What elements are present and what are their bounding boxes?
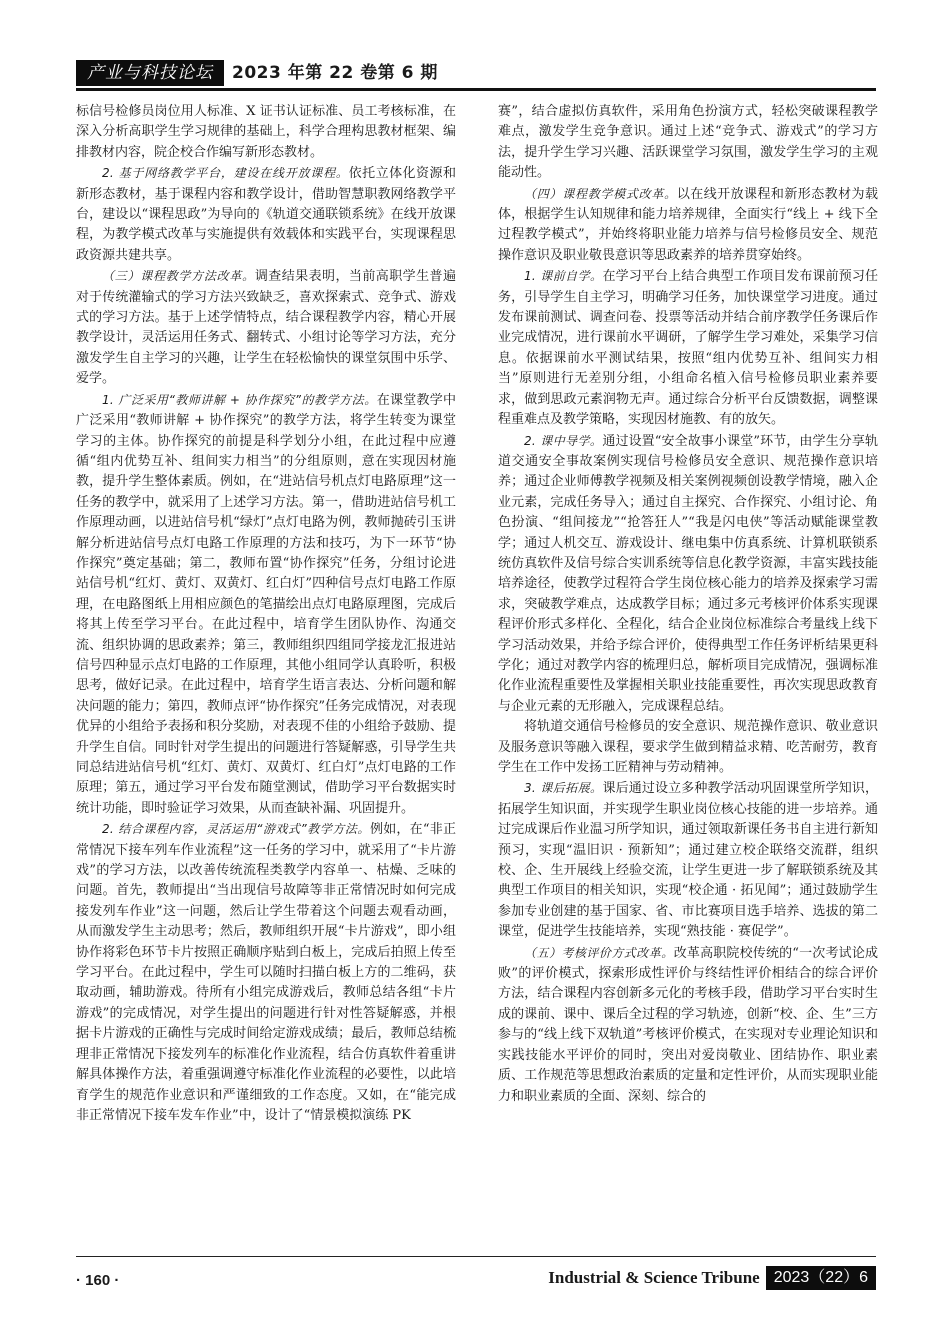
paragraph-text: 调查结果表明，当前高职学生普遍对于传统灌输式的学习方法兴致缺乏，喜欢探索式、竞争式、游戏式的学习方法。基于上述学情特点，结合课程教学内容，精心开展教学设计，灵活运用任务式、翻转式、小组讨论等学习方法，充分激发学生自主学习的兴趣，让学生在轻松愉快的课堂氛围中乐学、爱学。 [76, 269, 456, 387]
section-heading: （五）考核评价方式改革。 [524, 945, 674, 960]
section-heading: （三）课程教学方法改革。 [102, 269, 255, 284]
journal-name-badge: 产业与科技论坛 [76, 60, 224, 86]
paragraph-text: 以在线开放课程和新形态教材为载体，根据学生认知规律和能力培养规律，全面实行“线上 + 线下全过程教学模式”，并始终将职业能力培养与信号检修员安全、规范操作意识及职业敬畏意识等思政素养的培养贯穿始终。 [498, 186, 878, 263]
paragraph-text: 依托立体化资源和新形态教材，基于课程内容和教学设计，借助智慧职教网络教学平台，建设以“课程思政”为导向的《轨道交通联锁系统》在线开放课程，为教学模式改革与实施提供有效载体和实践平台，实现课程思政资源共建共享。 [76, 166, 456, 263]
section-heading: 2. 课中导学。 [524, 433, 603, 448]
paragraph-text: 在课堂教学中广泛采用“教师讲解 + 协作探究”的教学方法，将学生转变为课堂学习的主体。协作探究的前提是科学划分小组，在此过程中应遵循“组内优势互补、组间实力相当”的分组原则，意在实现因材施教，提升学生整体素质。例如，在“进站信号机点灯电路原理”这一任务的教学中，就采用了上述学习方法。第一，借助进站信号机工作原理动画，以进站信号机“绿灯”点灯电路为例，教师抛砖引玉讲解分析进站信号点灯电路工作原理的方法和技巧，为下一环节“协作探究”奠定基础；第二，教师布置“协作探究”任务，分组讨论进站信号机“红灯、黄灯、双黄灯、红白灯”四种信号点灯电路工作原理，在电路图纸上用相应颜色的笔描绘出点灯电路原理图，完成后将其上传至学习平台。在此过程中，培育学生团队协作、沟通交流、组织协调的思政素养；第三，教师组织四组同学接龙汇报进站信号四种显示点灯电路的工作原理，其他小组同学认真聆听，积极思考，做好记录。在此过程中，培育学生语言表达、分析问题和解决问题的能力；第四，教师点评“协作探究”任务完成情况，对表现优异的小组给予表扬和积分奖励，对表现不佳的小组给予鼓励、提升学生自信。同时针对学生提出的问题进行答疑解惑，引导学生共同总结进站信号机“红灯、黄灯、双黄灯、红白灯”点灯电路的工作原理；第五，通过学习平台发布随堂测试，借助学习平台数据实时统计功能，即时验证学习效果，从而查缺补漏、巩固提升。 [76, 392, 456, 816]
paragraph-text: 通过设置“安全故事小课堂”环节，由学生分享轨道交通安全事故案例实现信号检修员安全意识、规范操作意识培养；通过企业师傅教学视频及相关案例视频创设教学情境，融入企业元素，完成任务导入；通过自主探究、合作探究、小组讨论、角色扮演、“组间接龙”“抢答狂人”“我是闪电侠”等活动赋能课堂教学；通过人机交互、游戏设计、继电集中仿真系统、计算机联锁系统仿真软件及信号综合实训系统等信息化教学资源，丰富实践技能培养途径，使教学过程符合学生岗位核心能力的培养及探索学习需求，突破教学难点，达成教学目标；通过多元考核评价体系实现课程评价形式多样化、全程化，结合企业岗位标准综合考量线上线下学习活动效果，并给予综合评价，使得典型工作任务评析结果更科学化；通过对教学内容的梳理归总，解析项目完成情况，强调标准化作业流程重要性及掌握相关职业技能重要性，再次实现思政教育与企业元素的无形融入，完成课程总结。 [498, 433, 878, 714]
header-rule [76, 88, 876, 91]
left-column [76, 102, 456, 1126]
paragraph-text: 赛”，结合虚拟仿真软件，采用角色扮演方式，轻松突破课程教学难点，激发学生竞争意识。通过上述“竞争式、游戏式”的学习方法，提升学生学习兴趣、活跃课堂学习氛围，激发学生学习的主观能动性。 [498, 104, 878, 181]
paragraph [76, 819, 456, 1126]
section-heading: 1. 广泛采用“教师讲解 + 协作探究”的教学方法。 [102, 392, 377, 407]
footer-journal-name: Industrial & Science Tribune [548, 1268, 760, 1287]
paragraph [498, 431, 878, 718]
right-column [498, 102, 878, 1107]
paragraph-text: 课后通过设立多种教学活动巩固课堂所学知识，拓展学生知识面，并实现学生职业岗位核心技能的进一步培养。通过完成课后作业温习所学知识，通过领取新课任务书自主进行新知预习，实现“温旧识 · 预新知”；通过建立校企联络交流群，组织校、企、生开展线上经验交流，让学生更进一步了解联锁系统及其典型工作项目的相关知识，实现“校企通 · 拓见闻”；通过鼓励学生参加专业创建的基于国家、省、市比赛项目选手培养、选拔的第二课堂，促进学生技能培养，实现“熟技能 · 赛促学”。 [498, 781, 878, 940]
paragraph-text: 改革高职院校传统的“一次考试论成败”的评价模式，探索形成性评价与终结性评价相结合的综合评价方法，结合课程内容创新多元化的考核手段，借助学习平台实时生成的课前、课中、课后全过程的学习轨迹，创新“校、企、生”三方参与的“线上线下双轨道”考核评价模式，在实现对专业理论知识和实践技能水平评价的同时，突出对爱岗敬业、团结协作、职业素质、工作规范等思想政治素质的定量和定性评价，从而实现职业能力和职业素质的全面、深刻、综合的 [498, 945, 878, 1104]
paragraph-text: 例如，在“非正常情况下接车列车作业流程”这一任务的学习中，就采用了“卡片游戏”的学习方法，以改善传统流程类教学内容单一、枯燥、乏味的问题。首先，教师提出“当出现信号故障等非正常情况时如何完成接发列车作业”这一问题，然后让学生带着这个问题去观看动画，从而激发学生主动思考；然后，教师组织开展“卡片游戏”，即小组协作将彩色环节卡片按照正确顺序贴到白板上，完成后拍照上传至学习平台。在此过程中，学生可以随时扫描白板上方的二维码，获取动画，辅助游戏。待所有小组完成游戏后，教师总结各组“卡片游戏”的完成情况，对学生提出的问题进行针对性答疑解惑，并根据卡片游戏的正确性与完成时间给定游戏成绩；最后，教师总结梳理非正常情况下接发列车的标准化作业流程，结合仿真软件着重讲解具体操作方法，着重强调遵守标准化作业流程的必要性，以此培育学生的规范作业意识和严谨细致的工作态度。又如，在“能完成非正常情况下接车发车作业”中，设计了“情景模拟演练 PK [76, 822, 456, 1123]
paragraph [76, 163, 456, 266]
paragraph [498, 266, 878, 430]
paragraph [498, 184, 878, 267]
page-header [76, 60, 876, 86]
paragraph [76, 102, 456, 163]
paragraph-text: 标信号检修员岗位用人标准、X 证书认证标准、员工考核标准，在深入分析高职学生学习规律的基础上，科学合理构思教材框架、编排教材内容，院企校合作编写新形态教材。 [76, 104, 456, 160]
paragraph-text: 在学习平台上结合典型工作项目发布课前预习任务，引导学生自主学习，明确学习任务，加快课堂学习进度。通过发布课前测试、调查问卷、投票等活动并结合前序教学任务课后作业完成情况，进行课前水平调研，了解学生学习难处，采集学习信息。依据课前水平测试结果，按照“组内优势互补、组间实力相当”原则进行无差别分组，小组命名植入信号检修员职业素养要求，做到思政元素润物无声。通过综合分析平台反馈数据，调整课程重难点及教学策略，实现因材施教、有的放矢。 [498, 269, 878, 428]
section-heading: 1. 课前自学。 [524, 269, 603, 284]
footer-journal-block [548, 1266, 876, 1290]
issue-title: 2023 年第 22 卷第 6 期 [232, 63, 438, 83]
footer-rule [76, 1256, 876, 1257]
section-heading: 2. 基于网络教学平台，建设在线开放课程。 [102, 166, 349, 181]
paragraph [76, 266, 456, 389]
paragraph-text: 将轨道交通信号检修员的安全意识、规范操作意识、敬业意识及服务意识等融入课程，要求学生做到精益求精、吃苦耐劳，教育学生在工作中发扬工匠精神与劳动精神。 [498, 719, 878, 775]
paragraph [498, 778, 878, 942]
paragraph [498, 102, 878, 184]
footer-issue-badge: 2023（22）6 [766, 1266, 876, 1290]
page-number: · 160 · [76, 1272, 120, 1289]
paragraph [498, 717, 878, 778]
section-heading: （四）课程教学模式改革。 [524, 186, 677, 201]
paragraph [76, 390, 456, 820]
paragraph [498, 943, 878, 1107]
section-heading: 3. 课后拓展。 [524, 781, 603, 796]
section-heading: 2. 结合课程内容，灵活运用“游戏式”教学方法。 [102, 822, 370, 837]
